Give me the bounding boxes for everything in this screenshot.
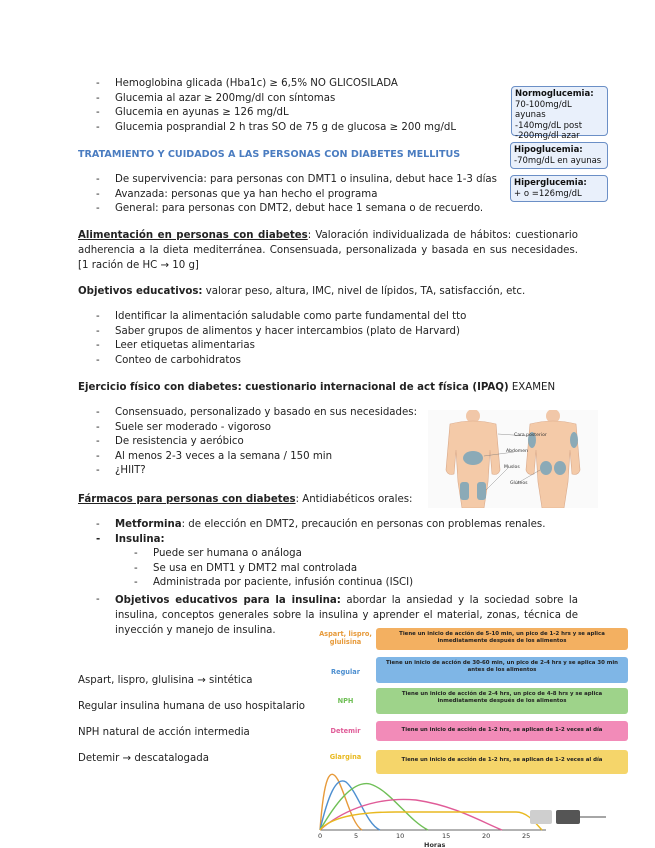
insulin-row-text: Tiene un inicio de acción de 30-60 min, un pico de 2-4 hrs y se aplica 30 min antes de los alimentos [376,657,628,683]
insulin-label: NPH [337,697,354,705]
arm-zone [570,432,578,448]
objetivos-text: valorar peso, altura, IMC, nivel de lípidos, TA, satisfacción, etc. [202,286,526,297]
side-note: NPH natural de acción intermedia [78,727,250,738]
insulin-row-text: Tiene un inicio de acción de 5-10 min, un pico de 1-2 hrs y se aplica inmediatamente después de los alimentos [376,628,628,650]
hiperglucemia-title: Hiperglucemia: [514,178,587,188]
ejercicio-list [78,406,438,479]
x-tick: 20 [482,832,491,840]
alimentacion-text: : Valoración individualizada de hábitos: cuestionario adherencia a la dieta mediterránea. Consensuada, personalizada y basada en sus necesidades. [1 ración de HC → 10 g] [78,230,578,271]
insulina-objetivos-body: abordar la ansiedad y la sociedad sobre la insulina, conceptos generales sobre la insulina y aprender el material, zonas, técnica de inyección y manejo de insulina. [115,595,578,636]
normoglucemia-line: 70-100mg/dL ayunas [515,99,572,121]
x-tick: 15 [442,832,451,840]
hiperglucemia-box [510,175,608,202]
syringe-icon [530,810,606,824]
objetivos-paragraph [78,284,578,299]
diagnosis-list [78,77,508,135]
normoglucemia-line: -140mg/dL post [515,120,583,131]
insulin-label: Regular [331,668,360,676]
list-item: - Hemoglobina glicada (Hba1c) ≥ 6,5% NO GLICOSILADA [78,77,508,92]
gluteal-zone [554,461,566,475]
metformina-text: : de elección en DMT2, precaución en personas con problemas renales. [181,519,546,530]
x-tick: 10 [396,832,405,840]
curve-aspart [320,774,362,830]
insulin-label: Aspart, lispro, glulisina [319,630,372,646]
list-item: - De resistencia y aeróbico [78,435,438,450]
insulina-objetivos-label: Objetivos educativos para la insulina: [115,595,341,606]
hipoglucemia-title: Hipoglucemia: [514,145,583,155]
insulin-row-text: Tiene un inicio de acción de 1-2 hrs, se aplican de 1-2 veces al día [376,721,628,741]
list-item: - Puede ser humana o análoga [116,547,556,562]
ejercicio-heading: Ejercicio físico con diabetes: cuestionario internacional de act física (IPAQ) [78,382,509,393]
list-item [78,533,580,548]
x-axis-label: Horas [424,841,446,848]
hipoglucemia-box [510,142,608,169]
hipoglucemia-line: -70mg/dL en ayunas [514,155,602,166]
insulin-row-text: Tiene un inicio de acción de 2-4 hrs, un pico de 4-8 hrs y se aplica inmediatamente después de los alimentos [376,688,628,714]
figure-label: Glúteos [510,481,528,486]
list-item: - Saber grupos de alimentos y hacer intercambios (plato de Harvard) [78,325,558,340]
figure-label: Muslos [504,465,520,470]
list-item: - Avanzada: personas que ya han hecho el programa [78,188,510,203]
farmacos-text: : Antidiabéticos orales: [295,494,413,505]
abdomen-zone [463,451,483,465]
list-item: - Al menos 2-3 veces a la semana / 150 min [78,450,438,465]
list-item: - Consensuado, personalizado y basado en sus necesidades: [78,406,438,421]
insulin-chart [316,626,628,848]
normoglucemia-box [511,86,608,142]
thigh-zone [477,482,486,500]
list-item: - Identificar la alimentación saludable como parte fundamental del tto [78,310,558,325]
objetivos-list [78,310,558,368]
insulin-curves [316,766,628,848]
thigh-zone [460,482,469,500]
x-tick: 0 [318,832,323,840]
ejercicio-paragraph [78,380,588,395]
list-item: - ¿HIIT? [78,464,438,479]
insulin-label: Detemir [330,727,361,735]
curve-nph [320,784,428,830]
objetivos-heading: Objetivos educativos: [78,286,203,297]
hiperglucemia-line: + o =126mg/dL [514,188,582,199]
side-note: Aspart, lispro, glulisina → sintética [78,675,253,686]
figure-label: Cara posterior [514,433,547,438]
list-item: - Glucemia posprandial 2 h tras SO de 75 g de glucosa ≥ 200 mg/dL [78,121,508,136]
curve-glargina [320,812,542,830]
injection-zones-figure [428,410,598,508]
alimentacion-heading: Alimentación en personas con diabetes [78,230,308,241]
insulina-label: Insulina: [115,533,165,545]
insulin-row-text: Tiene un inicio de acción de 1-2 hrs, se aplican de 1-2 veces al día [376,750,628,774]
list-item: - De supervivencia: para personas con DMT1 o insulina, debut hace 1-3 días [78,173,510,188]
side-note: Detemir → descatalogada [78,753,209,764]
figure-label: Abdomen [506,449,528,454]
section-title: TRATAMIENTO Y CUIDADOS A LAS PERSONAS CON DIABETES MELLITUS [78,149,461,160]
list-item [78,518,580,533]
insulina-sublist [116,547,556,591]
normoglucemia-line: -200mg/dl azar [515,131,580,142]
list-item: - Glucemia al azar ≥ 200mg/dl con síntomas [78,92,508,107]
ejercicio-tag: EXAMEN [508,382,556,393]
farmacos-heading: Fármacos para personas con diabetes [78,494,296,505]
insulina-objetivos: - Objetivos educativos para la insulina: abordar la ansiedad y la sociedad sobre la insulina, conceptos generales sobre la insulina y aprender el material, zonas, técnica de inyección y manejo de insulina. [96,594,578,636]
list-item: - Suele ser moderado - vigoroso [78,421,438,436]
farmacos-list [78,518,580,547]
metformina-label: Metformina [115,519,182,530]
treatment-list [78,173,510,217]
list-item: - Leer etiquetas alimentarias [78,339,558,354]
list-item: - Conteo de carbohidratos [78,354,558,369]
list-item: - Glucemia en ayunas ≥ 126 mg/dL [78,106,508,121]
x-tick: 25 [522,832,531,840]
side-note: Regular insulina humana de uso hospitalario [78,701,306,712]
normoglucemia-title: Normoglucemia: [515,89,594,99]
list-item: - Se usa en DMT1 y DMT2 mal controlada [116,562,556,577]
gluteal-zone [540,461,552,475]
alimentacion-paragraph [78,228,578,273]
farmacos-paragraph [78,492,438,507]
x-tick: 5 [354,832,359,840]
list-item: - General: para personas con DMT2, debut hace 1 semana o de recuerdo. [78,202,510,217]
list-item: - Administrada por paciente, infusión continua (ISCI) [116,576,556,591]
insulin-label: Glargina [329,753,362,761]
insulin-side-notes [78,674,328,778]
